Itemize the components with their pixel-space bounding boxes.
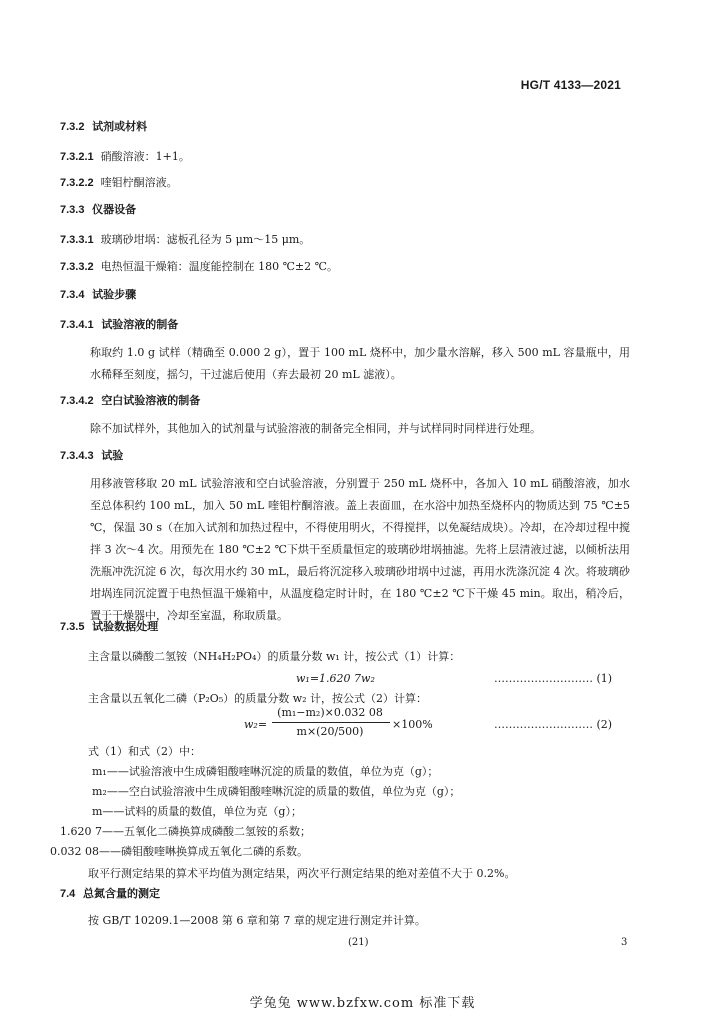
heading-7-3-4-3: 7.3.4.3 试验 [60,449,124,462]
item-7-3-2-2: 7.3.2.2 喹钼柠酮溶液。 [60,176,178,189]
heading-7-3-4-2: 7.3.4.2 空白试验溶液的制备 [60,394,201,407]
formula-intro-1: 主含量以磷酸二氢铵（NH₄H₂PO₄）的质量分数 w₁ 计，按公式（1）计算： [88,650,461,663]
paragraph-7-4: 按 GB/T 10209.1—2008 第 6 章和第 7 章的规定进行测定并计算。 [88,914,426,927]
equation-2-numerator: (m₁−m₂)×0.032 08 [277,706,383,719]
definition-m1: m₁——试验溶液中生成磷钼酸喹啉沉淀的质量的数值，单位为克（g）； [92,765,439,778]
fraction-bar [272,722,390,723]
definition-m2: m₂——空白试验溶液中生成磷钼酸喹啉沉淀的质量的数值，单位为克（g）； [92,785,461,798]
heading-7-3-5: 7.3.5 试验数据处理 [60,620,159,633]
item-7-3-3-2: 7.3.3.2 电热恒温干燥箱：温度能控制在 180 ℃±2 ℃。 [60,260,338,273]
definition-m: m——试料的质量的数值，单位为克（g）； [92,805,302,818]
heading-7-4: 7.4 总氮含量的测定 [60,887,160,900]
equation-1: w₁=1.620 7w₂ [296,672,375,685]
footer-center-page: (21) [348,937,369,948]
paragraph-7-3-4-2: 除不加试样外，其他加入的试剂量与试验溶液的制备完全相同，并与试样同时同样进行处理。 [90,422,541,435]
equation-2-denominator: m×(20/500) [296,725,364,738]
result-rule: 取平行测定结果的算术平均值为测定结果，两次平行测定结果的绝对差值不大于 0.2%。 [88,867,516,880]
equation-2-lhs: w₂= [244,718,268,731]
watermark-text: 学兔兔 www.bzfxw.com 标准下载 [249,996,476,1011]
standard-number: HG/T 4133—2021 [520,78,621,92]
paragraph-7-3-4-3: 用移液管移取 20 mL 试验溶液和空白试验溶液，分别置于 250 mL 烧杯中，各加入 10 mL 硝酸溶液，加水至总体积约 100 mL，加入 50 mL 喹钼柠酮溶液。盖上表面皿，在水浴中加热至烧杯内的物质达到 75 ℃±5 ℃，保温 30 s（在加入试剂和加热过程中，不得使用明火，不得搅拌，以免凝结成块）。冷却，在冷却过程中搅拌 3 次～4 次。用预先在 180 ℃±2 ℃下烘干至质量恒定的玻璃砂坩埚抽滤。先将上层清液过滤，以倾析法用洗瓶冲洗沉淀 6 次，每次用水约 30 mL，最后将沉淀移入玻璃砂坩埚中过滤，再用水洗涤沉淀 4 次。将玻璃砂坩埚连同沉淀置于电热恒温干燥箱中，从温度稳定时计时，在 180 ℃±2 ℃下干燥 45 min。取出，稍冷后，置于干燥器中，冷却至室温，称取质量。 [90,477,630,622]
item-7-3-3-1: 7.3.3.1 玻璃砂坩埚：滤板孔径为 5 μm～15 μm。 [60,233,311,246]
equation-2-tail: ×100% [392,718,433,731]
formula-intro-2: 主含量以五氧化二磷（P₂O₅）的质量分数 w₂ 计，按公式（2）计算： [88,692,428,705]
where-clause: 式（1）和式（2）中： [88,745,201,758]
heading-7-3-4: 7.3.4 试验步骤 [60,288,137,301]
equation-1-number: ……………………… (1) [494,672,613,685]
definition-coef-1: 1.620 7——五氧化二磷换算成磷酸二氢铵的系数； [60,825,311,838]
heading-7-3-4-1: 7.3.4.1 试验溶液的制备 [60,318,179,331]
paragraph-7-3-4-1: 称取约 1.0 g 试样（精确至 0.000 2 g），置于 100 mL 烧杯中，加少量水溶解，移入 500 mL 容量瓶中，用水稀释至刻度，摇匀，干过滤后使用（弃去最初 20 mL 滤液）。 [90,346,630,381]
heading-7-3-3: 7.3.3 仪器设备 [60,203,137,216]
definition-coef-2: 0.032 08——磷钼酸喹啉换算成五氧化二磷的系数。 [50,845,308,858]
heading-7-3-2: 7.3.2 试剂或材料 [60,120,148,133]
item-7-3-2-1: 7.3.2.1 硝酸溶液：1+1。 [60,150,190,163]
footer-page-number: 3 [621,937,628,948]
equation-2-number: ……………………… (2) [494,718,613,731]
